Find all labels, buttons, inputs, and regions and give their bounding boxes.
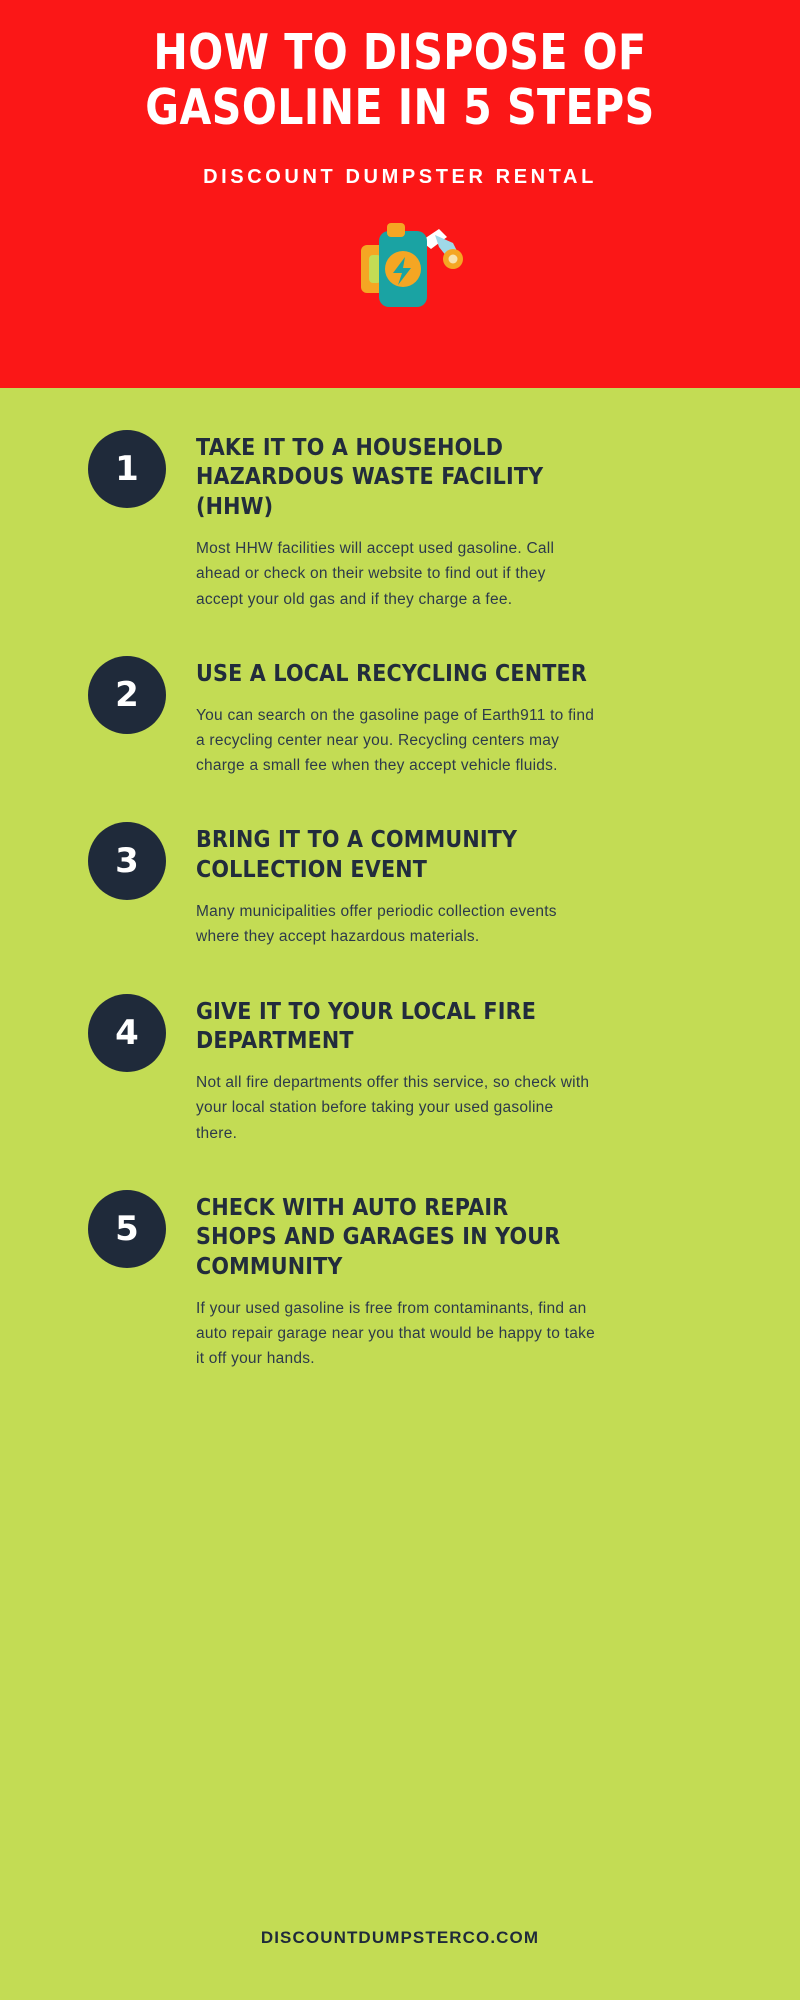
step-title: BRING IT TO A COMMUNITY COLLECTION EVENT	[196, 827, 518, 883]
step-item	[0, 1188, 800, 1372]
brand-subtitle: DISCOUNT DUMPSTER RENTAL	[203, 165, 597, 188]
step-number-badge: 5	[88, 1190, 166, 1268]
step-title: GIVE IT TO YOUR LOCAL FIRE DEPARTMENT	[196, 998, 537, 1054]
step-body	[196, 992, 636, 1146]
step-body	[196, 428, 636, 612]
step-title: USE A LOCAL RECYCLING CENTER	[196, 660, 587, 687]
step-body	[196, 820, 636, 949]
step-body	[196, 1188, 636, 1372]
gas-can-icon	[40, 215, 760, 311]
step-description: Most HHW facilities will accept used gasoline. Call ahead or check on their website to find out if they accept your old gas and if they charge a fee.	[196, 540, 555, 608]
footer	[0, 1928, 800, 1948]
steps-list	[0, 388, 800, 1371]
step-item	[0, 820, 800, 949]
step-number-badge: 2	[88, 656, 166, 734]
page-title: HOW TO DISPOSE OF GASOLINE IN 5 STEPS	[145, 24, 655, 136]
header-banner	[0, 0, 800, 388]
step-title: TAKE IT TO A HOUSEHOLD HAZARDOUS WASTE FACILITY (HHW)	[196, 435, 544, 520]
step-item	[0, 428, 800, 612]
step-number-badge: 3	[88, 822, 166, 900]
step-item	[0, 654, 800, 779]
step-title: CHECK WITH AUTO REPAIR SHOPS AND GARAGES IN YOUR COMMUNITY	[196, 1194, 561, 1280]
step-body	[196, 654, 630, 779]
step-description: You can search on the gasoline page of Earth911 to find a recycling center near you. Recycling centers may charge a small fee when they accept vehicle fluids.	[196, 707, 595, 775]
footer-website-link[interactable]: DISCOUNTDUMPSTERCO.COM	[260, 1928, 540, 1947]
step-number-badge: 4	[88, 994, 166, 1072]
step-item	[0, 992, 800, 1146]
step-description: Not all fire departments offer this service, so check with your local station before taking your used gasoline there.	[196, 1074, 590, 1142]
step-description: If your used gasoline is free from contaminants, find an auto repair garage near you that would be happy to take it off your hands.	[196, 1300, 595, 1368]
step-number-badge: 1	[88, 430, 166, 508]
step-description: Many municipalities offer periodic collection events where they accept hazardous materials.	[196, 903, 557, 946]
